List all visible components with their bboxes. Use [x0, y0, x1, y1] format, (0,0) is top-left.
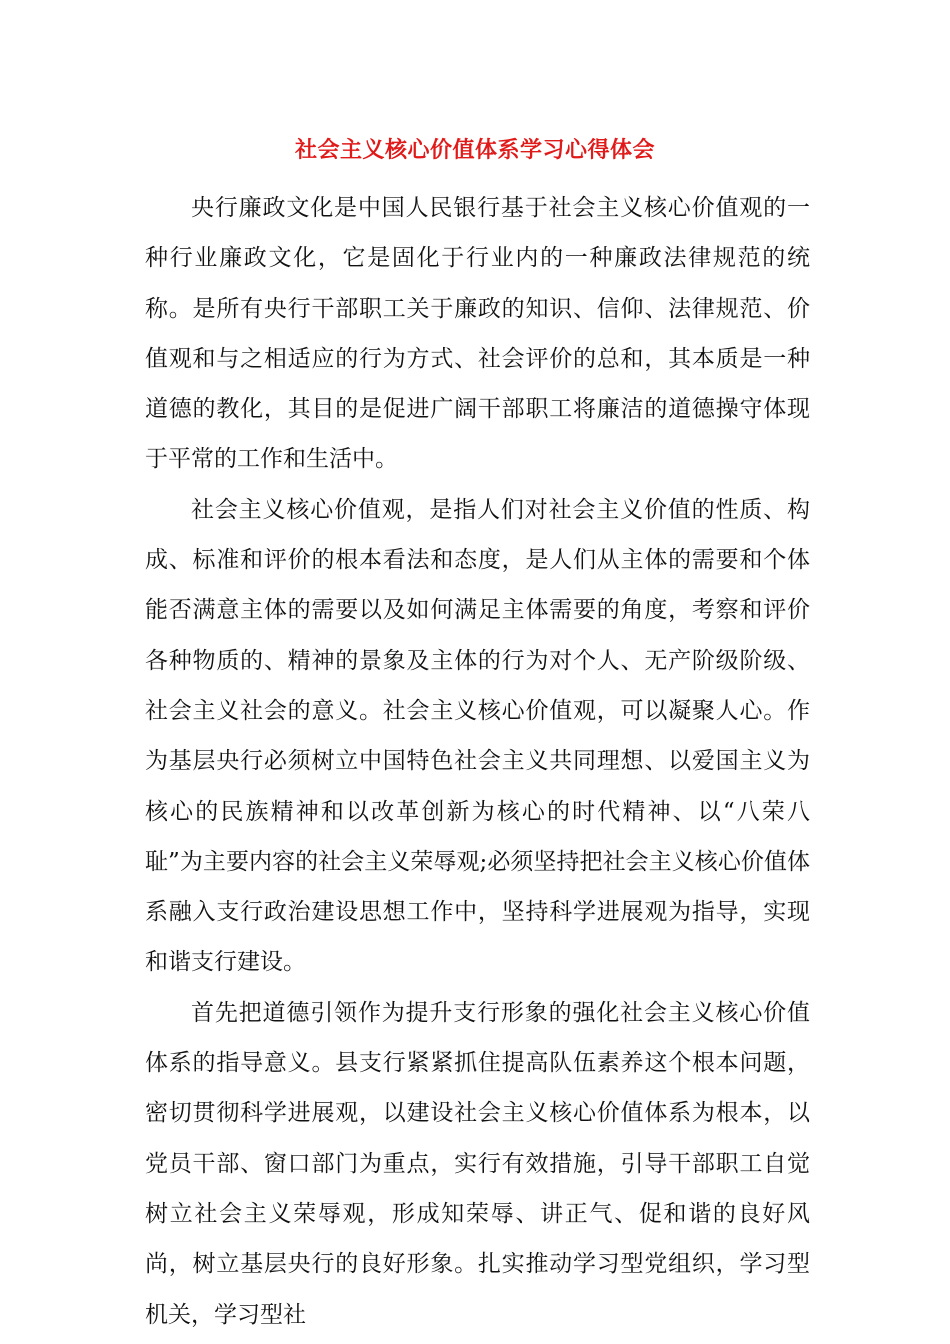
document-title: 社会主义核心价值体系学习心得体会 — [294, 138, 655, 163]
paragraph-2: 社会主义核心价值观，是指人们对社会主义价值的性质、构成、标准和评价的根本看法和态度，是人们从主体的需要和个体能否满意主体的需要以及如何满足主体需要的角度，考察和评价各种物质的、精神的景象及主体的行为对个人、无产阶级阶级、社会主义社会的意义。社会主义核心价值观，可以凝聚人心。作为基层央行必须树立中国特色社会主义共同理想、以爱国主义为核心的民族精神和以改革创新为核心的时代精神、以“八荣八耻”为主要内容的社会主义荣辱观;必须坚持把社会主义核心价值体系融入支行政治建设思想工作中，坚持科学进展观为指导，实现和谐支行建设。 — [145, 496, 810, 976]
document-body — [145, 183, 810, 1340]
paragraph-1: 央行廉政文化是中国人民银行基于社会主义核心价值观的一种行业廉政文化，它是固化于行业内的一种廉政法律规范的统称。是所有央行干部职工关于廉政的知识、信仰、法律规范、价值观和与之相适应的行为方式、社会评价的总和，其本质是一种道德的教化，其目的是促进广阔干部职工将廉洁的道德操守体现于平常的工作和生活中。 — [145, 195, 810, 473]
paragraph-3: 首先把道德引领作为提升支行形象的强化社会主义核心价值体系的指导意义。县支行紧紧抓住提高队伍素养这个根本问题，密切贯彻科学进展观，以建设社会主义核心价值体系为根本，以党员干部、窗口部门为重点，实行有效措施，引导干部职工自觉树立社会主义荣辱观，形成知荣辱、讲正气、促和谐的良好风尚，树立基层央行的良好形象。扎实推动学习型党组织，学习型机关，学习型社 — [145, 999, 810, 1328]
